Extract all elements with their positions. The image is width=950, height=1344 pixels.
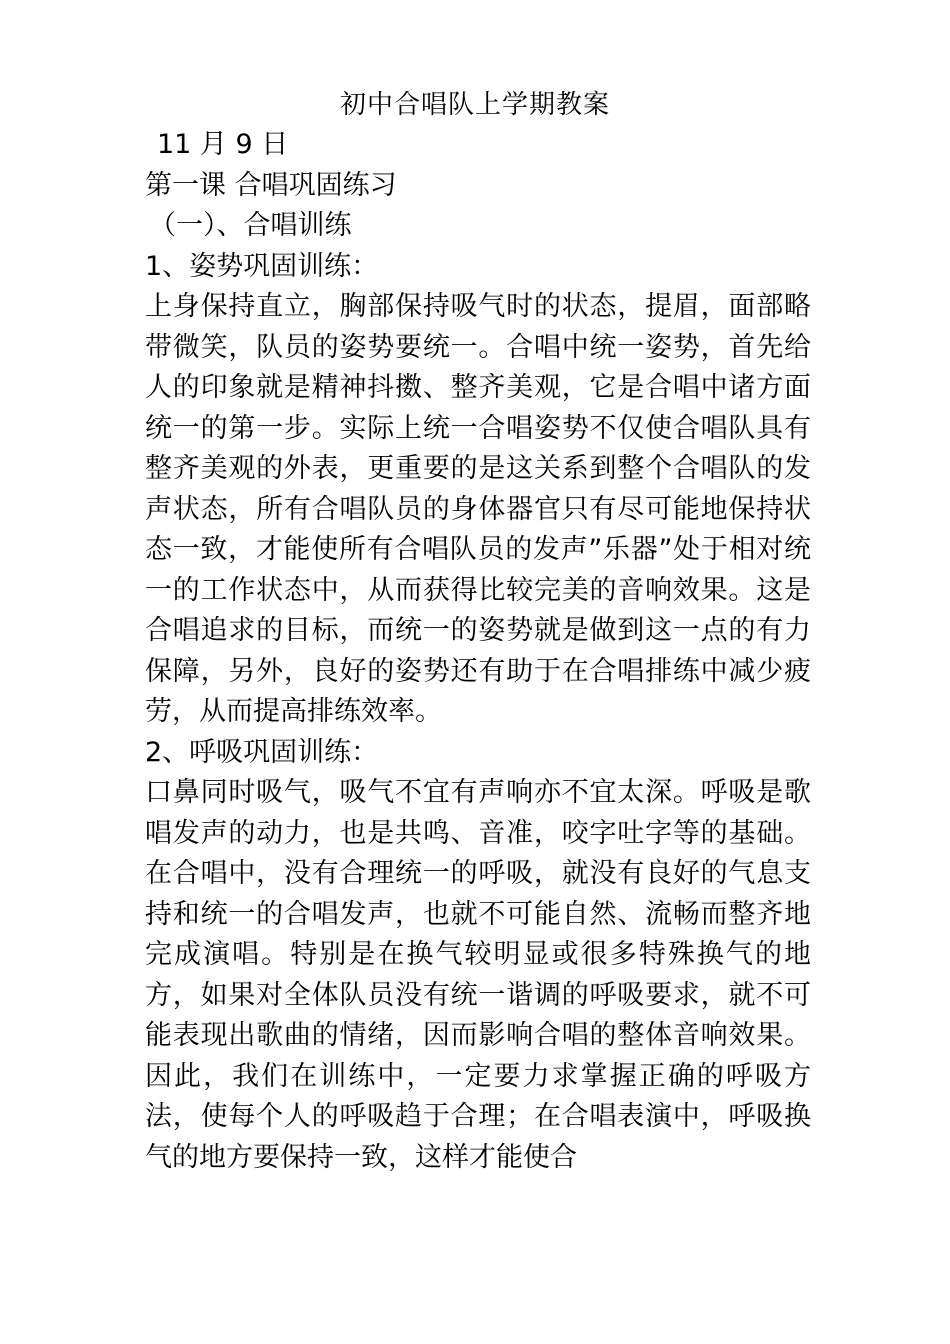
item-body-breathing: 口鼻同时吸气，吸气不宜有声响亦不宜太深。呼吸是歌唱发声的动力，也是共鸣、音准，咬字吐字等的基础。在合唱中，没有合理统一的呼吸，就没有良好的气息支持和统一的合唱发声，也就不可能自然、流畅而整齐地完成演唱。特别是在换气较明显或很多特殊换气的地方，如果对全体队员没有统一谐调的呼吸要求，就不可能表现出歌曲的情绪，因而影响合唱的整体音响效果。因此，我们在训练中，一定要力求掌握正确的呼吸方法，使每个人的呼吸趋于合理；在合唱表演中，呼吸换气的地方要保持一致，这样才能使合 bbox=[145, 777, 811, 1173]
item-heading-breathing: 2、呼吸巩固训练： bbox=[145, 736, 379, 768]
document-body bbox=[145, 125, 811, 1178]
lesson-title: 第一课 合唱巩固练习 bbox=[145, 169, 397, 201]
item-heading-posture: 1、姿势巩固训练： bbox=[145, 250, 379, 282]
document-title: 初中合唱队上学期教案 bbox=[339, 90, 610, 120]
section-heading: （一）、合唱训练 bbox=[149, 210, 352, 241]
lesson-date: 11 月 9 日 bbox=[157, 129, 289, 160]
item-body-posture: 上身保持直立，胸部保持吸气时的状态，提眉，面部略带微笑，队员的姿势要统一。合唱中统一姿势，首先给人的印象就是精神抖擞、整齐美观，它是合唱中诸方面统一的第一步。实际上统一合唱姿势不仅使合唱队具有整齐美观的外表，更重要的是这关系到整个合唱队的发声状态，所有合唱队员的身体器官只有尽可能地保持状态一致，才能使所有合唱队员的发声”乐器”处于相对统一的工作状态中，从而获得比较完美的音响效果。这是合唱追求的目标，而统一的姿势就是做到这一点的有力保障，另外，良好的姿势还有助于在合唱排练中减少疲劳，从而提高排练效率。 bbox=[145, 291, 811, 727]
